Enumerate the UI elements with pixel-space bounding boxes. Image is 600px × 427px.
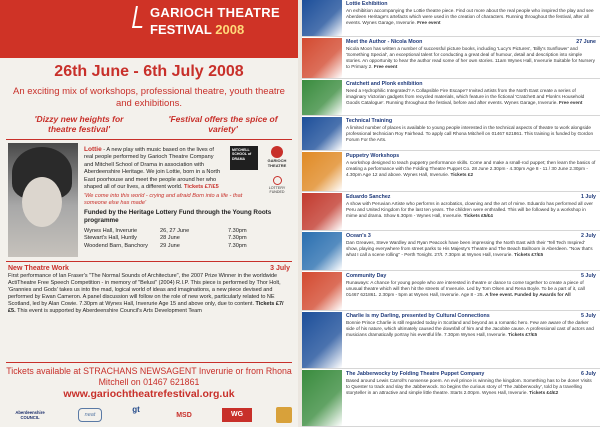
schedule-row	[84, 228, 284, 235]
event-price: Free event	[417, 19, 441, 25]
gt-logo: gt	[132, 405, 140, 414]
event-title: Community Day	[346, 273, 387, 279]
event-title: Charlie is my Darling, presented by Cultural Connections	[346, 313, 490, 319]
new-theatre-work-section	[8, 264, 290, 316]
event-description: A workshop designed to teach puppetry performance skills. Come and make a small-rod puppet; then learn the basics of creating a performance with the Folding Theatre Puppet Co. 28 June 2.30pm - 4.30pm Age 8 - 11 / 30 June 2.30pm - 4.30pm Age 12 and above. Wynes Hall, Inverurie.	[346, 160, 596, 177]
event-thumbnail	[302, 312, 342, 368]
event-body	[346, 125, 596, 150]
event-date: 5 July	[580, 273, 596, 279]
event-title: Cratchett and Plonk exhibition	[346, 81, 423, 87]
garioch-theatre-logo	[262, 146, 292, 172]
event-thumbnail	[302, 38, 342, 78]
event-heading	[346, 81, 596, 88]
ticket-info: Tickets available at STRACHANS NEWSAGENT Inverurie or from Rhona Mitchell on 01467 621861	[6, 366, 292, 387]
event-item	[302, 117, 600, 151]
event-price: Tickets £7/£5	[508, 331, 538, 337]
festival-header	[0, 0, 298, 58]
press-quote-left: 'Dizzy new heights for theatre festival'	[34, 114, 124, 134]
event-thumbnail	[302, 232, 342, 270]
lottery-funded-logo	[266, 176, 288, 194]
event-description: An exhibition accompanying the Lottie theatre piece. Find out more about the real people who inspired the play and see Aberdeen Heritage's artefacts which were used in the creation of characters. Running throughout the festival, after all events. Wynes Garage, Inverurie.	[346, 8, 594, 25]
event-item	[302, 80, 600, 116]
event-date: 6 July	[580, 371, 596, 377]
event-date: 2 July	[580, 233, 596, 239]
event-body	[346, 378, 596, 426]
schedule-row	[84, 243, 284, 250]
festival-subtitle	[150, 22, 244, 37]
lottie-schedule	[84, 228, 284, 250]
event-body	[346, 201, 596, 230]
event-date: 27 June	[576, 39, 596, 45]
event-heading	[346, 1, 596, 8]
event-title: Technical Training	[346, 118, 393, 124]
event-body	[346, 88, 596, 115]
schedule-venue: Stewart's Hall, Huntly	[84, 235, 137, 242]
event-description: A show with Peruvian Artiste who performs in acrobatics, clowning and the art of mime. Eduardo has performed all over Peru and United Kingdom for the last ten years. The children were enthralled. This will be followed by a workshop in mime and drama. Show 6.30pm - Wynes Hall, Inverurie.	[346, 201, 593, 218]
event-title: Lottie Exhibition	[346, 1, 388, 7]
event-thumbnail	[302, 80, 342, 115]
lottie-price: Tickets £7/£5	[184, 184, 219, 191]
event-date: 1 July	[580, 194, 596, 200]
festival-word: FESTIVAL	[150, 22, 212, 37]
divider	[6, 362, 292, 363]
garioch-logo-icon	[132, 6, 146, 28]
event-item	[302, 38, 600, 79]
neat-logo: neat	[78, 408, 102, 422]
lottie-funded-note: Funded by the Heritage Lottery Fund through the Young Roots programme	[84, 209, 272, 224]
event-title: Puppetry Workshops	[346, 153, 400, 159]
ntw-title: New Theatre Work	[8, 265, 69, 272]
event-body	[346, 160, 596, 191]
event-heading	[346, 153, 596, 160]
event-title: Ocean's 3	[346, 233, 371, 239]
event-heading	[346, 273, 596, 280]
divider	[6, 261, 292, 262]
event-price: A free event. Funded by Awards for All	[485, 291, 571, 297]
sponsor-icon	[276, 407, 292, 423]
schedule-date: 28 June	[160, 235, 180, 242]
ntw-price: Tickets £7/£5.	[8, 301, 284, 315]
schedule-venue: Wynes Hall, Inverurie	[84, 228, 138, 234]
event-thumbnail	[302, 272, 342, 310]
press-quote-right: 'Festival offers the spice of variety'	[168, 114, 278, 134]
lottery-funded-text: LOTTERY FUNDED	[268, 186, 286, 194]
garioch-circle-icon	[271, 146, 283, 158]
event-description: Bonnie Prince Charlie is still regarded today in Scotland and beyond as a romantic hero. Few are aware of the darker side of his nature, which ultimately caused the downfall of him and the Jacobite cause. A professional cast of actors and musicians dramatically portray his eventful life. 7.30pm Wynes Hall, Inverurie.	[346, 320, 594, 337]
event-heading	[346, 118, 596, 125]
event-thumbnail	[302, 117, 342, 150]
event-item	[302, 370, 600, 427]
divider	[6, 139, 292, 140]
event-heading	[346, 313, 596, 320]
event-description: Dan Greaves, Steve Wardley and Ryan Peacock have been impressing the North East with their 'Tell Tech Inspired' show, playing everywhere from street parks to His Majesty's Theatre and The Beach Ballroom in Aberdeen. "Now that's what I call a scene rolling" - Perth Tonight. 27/t. 7.30pm at Wynes Hall, Inverurie.	[346, 240, 593, 257]
event-item	[302, 152, 600, 192]
aberdeenshire-council-logo: Aberdeenshire COUNCIL	[15, 410, 45, 420]
event-date: 5 July	[580, 313, 596, 319]
event-description: Runaways: A chance for young people who are interested in theatre or dance to come together to create a piece of unusual theatre which will then hit the streets of Inverurie. Led by Tom Olsen and Rena Boyle. To be a part of it, call 01467 621861. 2.30pm - 5pm at Wynes Hall, Inverurie. Age 8 - 25.	[346, 280, 585, 297]
event-description: A limited number of places is available to young people interested in the technical aspects of theatre to work alongside professional technician Roy Fairhead. To apply call Rhona Mitchell on 01467 621861. This training is funded by Gordon Forum For the Arts.	[346, 125, 594, 142]
event-item	[302, 272, 600, 311]
schedule-row	[84, 235, 284, 242]
event-body	[346, 280, 596, 310]
lottie-photo	[8, 143, 78, 257]
lottery-hand-icon	[273, 176, 282, 185]
event-title: Eduardo Sanchez	[346, 194, 391, 200]
event-description: Need a Hydrophilic Integrated? A Collapsible Fire Escape? Invited artists from the North East create a series of imaginary Victorian gadgets from recycled materials, which feature in the fictional 'Cratchett and Plonk's Household Goods Catalogue'. Running throughout the festival, before and after events. Wynes Garage, Inverurie.	[346, 88, 585, 105]
schedule-time: 7.30pm	[228, 228, 247, 234]
event-description: Nicola Moon has written a number of successful picture books, including 'Lucy's Pictures', 'Billy's Sunflower' and 'Something Special', an exceptional talent for conducting a great deal of humour, detail and description into simple stories. An opportunity to hear the author read some of her own stories. 11am Wynes Hall, Inverurie Suitable for Nursery to Primary 2.	[346, 46, 595, 69]
event-thumbnail	[302, 370, 342, 426]
sponsor-logos	[6, 405, 292, 425]
event-price: Tickets £2	[450, 171, 474, 177]
event-body	[346, 46, 596, 78]
event-heading	[346, 194, 596, 201]
schedule-time: 7.30pm	[228, 235, 247, 242]
wg-logo: WG	[222, 408, 252, 422]
event-thumbnail	[302, 193, 342, 230]
schedule-date: 26, 27 June	[160, 228, 190, 234]
website-link[interactable]: www.gariochtheatrefestival.org.uk	[63, 388, 235, 400]
event-item	[302, 193, 600, 231]
event-price: Tickets £4/£2	[529, 389, 559, 395]
event-thumbnail	[302, 0, 342, 36]
ntw-tail: This event is supported by Aberdeenshire Council's Arts Development Team	[15, 308, 202, 315]
lottie-title: Lottie	[84, 146, 102, 153]
ntw-body: First performance of Ian Fraser's "The Normal Sounds of Architecture", the 2007 Prize Winner in the worldwide ActiTheatre Free Speech Competition - in memory of "Belusi" (2004) R.I.P. This piece is performed by Thor Holt, 'Grannies and Gods' takes us into the mad, logical world of ideas and imaginations, a new piece devised and performed by Ewan Cameron. A panel discussion will follow on the role of new work, particularly related to NE Scotland, led by Alan Cowie. 7.30pm at Wynes Hall, Inverurie Age 15 and above only, due to content.	[8, 273, 281, 308]
lottie-body: - A new play with music based on the lives of real people performed by Garioch Theatre Company and Mitchell School of Drama in association with Aberdeenshire Heritage. We join Lottie, born in a North East poorhouse and meet the people around her who shaped all of our lives, a different world.	[84, 147, 221, 191]
event-title: The Jabberwocky by Folding Theatre Puppet Company	[346, 371, 485, 377]
festival-intro: An exciting mix of workshops, professional theatre, youth theatre and exhibitions.	[13, 86, 285, 109]
schedule-date: 29 June	[160, 242, 180, 249]
event-body	[346, 240, 596, 270]
garioch-theatre-logo-text: GARIOCH THEATRE	[267, 158, 287, 168]
lottie-description	[84, 146, 224, 191]
event-thumbnail	[302, 152, 342, 191]
event-heading	[346, 39, 596, 46]
event-title: Meet the Author - Nicola Moon	[346, 39, 423, 45]
schedule-venue: Woodend Barn, Banchory	[84, 242, 148, 249]
event-description: Based around Lewis Carroll's nonsense poem. An evil prince is winning the kingdom. Something has to be done! Visits to Quester to track and slay the Jabberwock. So begins the curious story of 'The Jabberwocky', told by a travelling storyteller in an attractive and simple little theatre. Starts 2.00pm. Wynes Hall, Inverurie.	[346, 378, 592, 395]
event-price: Free event	[373, 63, 398, 69]
mitchell-school-logo: MITCHELL SCHOOL of DRAMA	[230, 146, 258, 170]
event-price: Tickets £5/£4	[463, 212, 493, 218]
event-item	[302, 0, 600, 37]
festival-year: 2008	[215, 22, 245, 37]
event-price: Tickets £7/£5	[514, 251, 544, 257]
ntw-heading	[8, 264, 290, 273]
festival-dates: 26th June - 6th July 2008	[54, 63, 244, 80]
event-heading	[346, 233, 596, 240]
event-body	[346, 320, 596, 368]
festival-title: GARIOCH THEATRE	[150, 5, 280, 20]
event-item	[302, 232, 600, 271]
event-heading	[346, 371, 596, 378]
event-price: Free event	[558, 99, 583, 105]
schedule-time: 7.30pm	[228, 242, 247, 249]
ntw-date: 3 July	[270, 265, 290, 272]
lottie-quote: 'We come into this world - crying and afraid Born into a life - that someone else has made'	[84, 193, 243, 206]
event-body	[346, 8, 596, 36]
event-item	[302, 312, 600, 369]
msd-logo: MSD	[176, 411, 192, 419]
